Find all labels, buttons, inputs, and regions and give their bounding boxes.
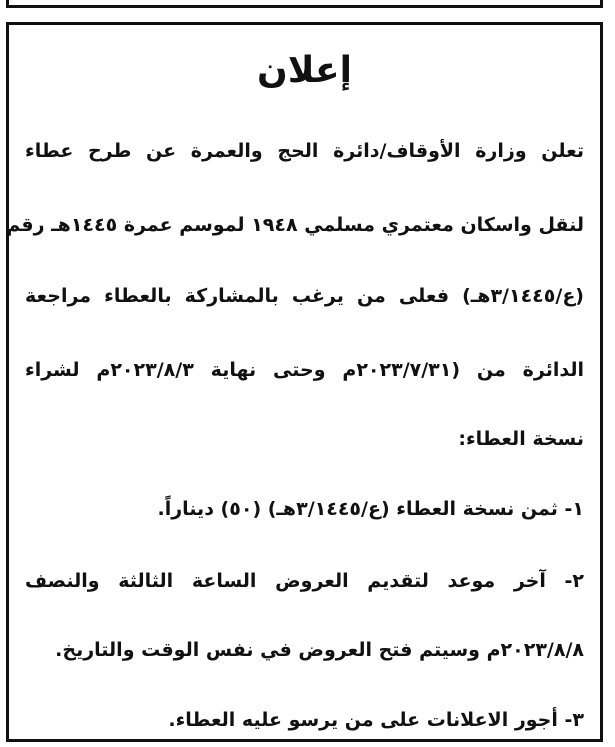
notice-line-5: نسخة العطاء:	[458, 428, 584, 450]
notice-item-2: ٢- آخر موعد لتقديم العروض الساعة الثالثة والنصف	[25, 570, 584, 592]
notice-line-1: تعلن وزارة الأوقاف/دائرة الحج والعمرة عن طرح عطاء	[25, 140, 584, 162]
notice-frame	[6, 22, 603, 742]
notice-item-3: ٣- أجور الاعلانات على من يرسو عليه العطاء.	[168, 709, 584, 731]
notice-title: إعلان	[257, 50, 352, 91]
top-border-frame	[6, 0, 603, 8]
notice-line-4: الدائرة من (٢٠٢٣/٧/٣١م وحتى نهاية ٢٠٢٣/٨/٣م لشراء	[25, 359, 584, 381]
notice-item-1: ١- ثمن نسخة العطاء (ع/٣/١٤٤٥هـ) (٥٠) ديناراً.	[157, 498, 584, 520]
notice-line-3: (ع/٣/١٤٤٥هـ) فعلى من يرغب بالمشاركة بالعطاء مراجعة	[25, 285, 584, 307]
notice-line-2: لنقل واسكان معتمري مسلمي ١٩٤٨ لموسم عمرة ١٤٤٥هـ رقم	[6, 214, 584, 236]
notice-item-2-continued: ٢٠٢٣/٨/٨م وسيتم فتح العروض في نفس الوقت والتاريخ.	[55, 639, 584, 661]
